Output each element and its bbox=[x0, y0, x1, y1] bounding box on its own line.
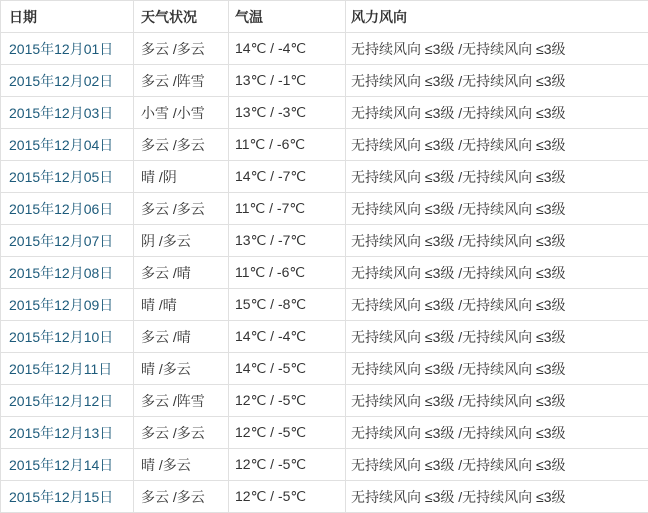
date-cell bbox=[1, 417, 134, 449]
table-row bbox=[1, 289, 648, 321]
wind-cell: 无持续风向 ≤3级 /无持续风向 ≤3级 bbox=[346, 417, 648, 449]
date-cell bbox=[1, 257, 134, 289]
wind-cell: 无持续风向 ≤3级 /无持续风向 ≤3级 bbox=[346, 353, 648, 385]
wind-cell: 无持续风向 ≤3级 /无持续风向 ≤3级 bbox=[346, 193, 648, 225]
weather-condition-cell: 多云 /多云 bbox=[134, 33, 229, 65]
table-row bbox=[1, 193, 648, 225]
date-link[interactable]: 2015年12月01日 bbox=[9, 40, 114, 57]
date-link[interactable]: 2015年12月06日 bbox=[9, 200, 114, 217]
date-link[interactable]: 2015年12月09日 bbox=[9, 296, 114, 313]
table-row bbox=[1, 353, 648, 385]
date-cell bbox=[1, 65, 134, 97]
date-cell bbox=[1, 353, 134, 385]
wind-cell: 无持续风向 ≤3级 /无持续风向 ≤3级 bbox=[346, 97, 648, 129]
temperature-cell: 12℃ / -5℃ bbox=[229, 385, 346, 417]
weather-condition-cell: 多云 /晴 bbox=[134, 321, 229, 353]
table-header-row bbox=[1, 1, 648, 33]
date-link[interactable]: 2015年12月15日 bbox=[9, 488, 114, 505]
header-date: 日期 bbox=[1, 1, 134, 33]
date-cell bbox=[1, 193, 134, 225]
weather-condition-cell: 多云 /阵雪 bbox=[134, 65, 229, 97]
date-cell bbox=[1, 97, 134, 129]
date-cell bbox=[1, 289, 134, 321]
temperature-cell: 14℃ / -7℃ bbox=[229, 161, 346, 193]
date-link[interactable]: 2015年12月03日 bbox=[9, 104, 114, 121]
wind-cell: 无持续风向 ≤3级 /无持续风向 ≤3级 bbox=[346, 385, 648, 417]
header-temperature: 气温 bbox=[229, 1, 346, 33]
table-row bbox=[1, 481, 648, 513]
temperature-cell: 14℃ / -5℃ bbox=[229, 353, 346, 385]
temperature-cell: 13℃ / -1℃ bbox=[229, 65, 346, 97]
header-weather: 天气状况 bbox=[134, 1, 229, 33]
wind-cell: 无持续风向 ≤3级 /无持续风向 ≤3级 bbox=[346, 257, 648, 289]
table-row bbox=[1, 65, 648, 97]
temperature-cell: 14℃ / -4℃ bbox=[229, 33, 346, 65]
weather-table-body bbox=[1, 33, 648, 513]
temperature-cell: 11℃ / -6℃ bbox=[229, 257, 346, 289]
weather-condition-cell: 多云 /晴 bbox=[134, 257, 229, 289]
temperature-cell: 12℃ / -5℃ bbox=[229, 449, 346, 481]
table-row bbox=[1, 417, 648, 449]
wind-cell: 无持续风向 ≤3级 /无持续风向 ≤3级 bbox=[346, 129, 648, 161]
date-link[interactable]: 2015年12月04日 bbox=[9, 136, 114, 153]
table-row bbox=[1, 129, 648, 161]
date-link[interactable]: 2015年12月10日 bbox=[9, 328, 114, 345]
wind-cell: 无持续风向 ≤3级 /无持续风向 ≤3级 bbox=[346, 449, 648, 481]
date-link[interactable]: 2015年12月14日 bbox=[9, 456, 114, 473]
wind-cell: 无持续风向 ≤3级 /无持续风向 ≤3级 bbox=[346, 225, 648, 257]
weather-condition-cell: 晴 /晴 bbox=[134, 289, 229, 321]
temperature-cell: 13℃ / -7℃ bbox=[229, 225, 346, 257]
date-cell bbox=[1, 481, 134, 513]
weather-condition-cell: 晴 /多云 bbox=[134, 353, 229, 385]
table-row bbox=[1, 385, 648, 417]
weather-condition-cell: 多云 /阵雪 bbox=[134, 385, 229, 417]
weather-condition-cell: 多云 /多云 bbox=[134, 193, 229, 225]
date-link[interactable]: 2015年12月02日 bbox=[9, 72, 114, 89]
date-cell bbox=[1, 321, 134, 353]
date-cell bbox=[1, 225, 134, 257]
weather-condition-cell: 小雪 /小雪 bbox=[134, 97, 229, 129]
date-link[interactable]: 2015年12月13日 bbox=[9, 424, 114, 441]
wind-cell: 无持续风向 ≤3级 /无持续风向 ≤3级 bbox=[346, 321, 648, 353]
temperature-cell: 11℃ / -7℃ bbox=[229, 193, 346, 225]
weather-condition-cell: 多云 /多云 bbox=[134, 481, 229, 513]
weather-condition-cell: 晴 /多云 bbox=[134, 449, 229, 481]
date-link[interactable]: 2015年12月11日 bbox=[9, 360, 113, 377]
table-row bbox=[1, 161, 648, 193]
temperature-cell: 12℃ / -5℃ bbox=[229, 417, 346, 449]
date-link[interactable]: 2015年12月07日 bbox=[9, 232, 114, 249]
wind-cell: 无持续风向 ≤3级 /无持续风向 ≤3级 bbox=[346, 65, 648, 97]
wind-cell: 无持续风向 ≤3级 /无持续风向 ≤3级 bbox=[346, 161, 648, 193]
temperature-cell: 14℃ / -4℃ bbox=[229, 321, 346, 353]
weather-condition-cell: 阴 /多云 bbox=[134, 225, 229, 257]
temperature-cell: 13℃ / -3℃ bbox=[229, 97, 346, 129]
table-row bbox=[1, 33, 648, 65]
wind-cell: 无持续风向 ≤3级 /无持续风向 ≤3级 bbox=[346, 33, 648, 65]
table-row bbox=[1, 449, 648, 481]
date-cell bbox=[1, 449, 134, 481]
table-row bbox=[1, 257, 648, 289]
date-cell bbox=[1, 33, 134, 65]
temperature-cell: 15℃ / -8℃ bbox=[229, 289, 346, 321]
header-wind: 风力风向 bbox=[346, 1, 648, 33]
date-cell bbox=[1, 385, 134, 417]
table-row bbox=[1, 225, 648, 257]
date-cell bbox=[1, 161, 134, 193]
table-row bbox=[1, 321, 648, 353]
weather-condition-cell: 多云 /多云 bbox=[134, 417, 229, 449]
table-row bbox=[1, 97, 648, 129]
date-link[interactable]: 2015年12月12日 bbox=[9, 392, 114, 409]
temperature-cell: 11℃ / -6℃ bbox=[229, 129, 346, 161]
temperature-cell: 12℃ / -5℃ bbox=[229, 481, 346, 513]
date-link[interactable]: 2015年12月08日 bbox=[9, 264, 114, 281]
date-cell bbox=[1, 129, 134, 161]
weather-condition-cell: 晴 /阴 bbox=[134, 161, 229, 193]
weather-condition-cell: 多云 /多云 bbox=[134, 129, 229, 161]
date-link[interactable]: 2015年12月05日 bbox=[9, 168, 114, 185]
wind-cell: 无持续风向 ≤3级 /无持续风向 ≤3级 bbox=[346, 289, 648, 321]
wind-cell: 无持续风向 ≤3级 /无持续风向 ≤3级 bbox=[346, 481, 648, 513]
